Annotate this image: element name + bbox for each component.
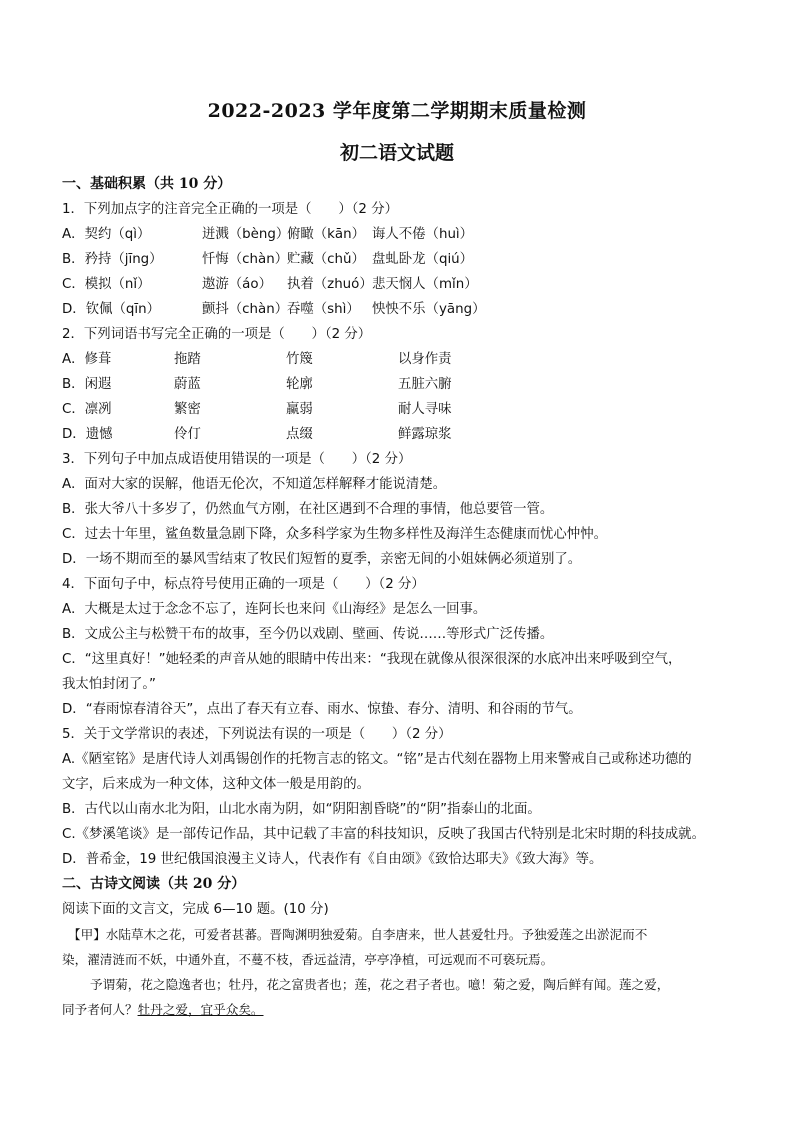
option-cell: A．修葺 — [62, 352, 112, 367]
option-cell: 悲天悯人（mǐn） — [372, 277, 478, 292]
option-row — [62, 247, 762, 272]
option-row — [62, 297, 762, 322]
option-line: C．“这里真好！”她轻柔的声音从她的眼睛中传出来：“我现在就像从很深很深的水底冲出来呼吸到空气， — [62, 652, 682, 667]
option-cell: 拖踏 — [174, 352, 201, 367]
option-line: B．张大爷八十多岁了，仍然血气方刚，在社区遇到不合理的事情，他总要管一管。 — [62, 502, 554, 517]
passage-line — [62, 997, 762, 1022]
option-cell: 以身作责 — [398, 352, 452, 367]
question-stem: 5．关于文学常识的表述，下列说法有误的一项是（ ）（2 分） — [62, 727, 452, 742]
option-cell: 盘虬卧龙（qiú） — [372, 252, 474, 267]
option-cell: 颤抖（chàn） — [202, 302, 289, 317]
option-cell: 遨游（áo） — [202, 277, 272, 292]
option-cell: 迸溅（bèng） — [202, 227, 290, 242]
option-cell: C．凛冽 — [62, 402, 112, 417]
option-cell: B．闲遐 — [62, 377, 112, 392]
exam-body — [62, 172, 762, 1022]
option-cell: 忏悔（chàn） — [202, 252, 289, 267]
passage-line: 予谓菊，花之隐逸者也；牡丹，花之富贵者也；莲，花之君子者也。噫！菊之爱，陶后鲜有闻。莲之爱， — [90, 977, 670, 992]
section-heading: 二、古诗文阅读（共 20 分） — [62, 876, 246, 892]
option-line: B．文成公主与松赞干布的故事，至今仍以戏剧、壁画、传说……等形式广泛传播。 — [62, 627, 554, 642]
underlined-sentence: 牡丹之爱，宜乎众矣。 — [137, 1002, 264, 1017]
reading-intro: 阅读下面的文言文，完成 6—10 题。(10 分) — [62, 902, 329, 917]
question-stem: 1．下列加点字的注音完全正确的一项是（ ）（2 分） — [62, 202, 398, 217]
option-line: C．过去十年里，鲨鱼数量急剧下降，众多科学家为生物多样性及海洋生态健康而忧心忡忡。 — [62, 527, 607, 542]
passage-text: 同予者何人？ — [62, 1002, 138, 1017]
option-cell: 点缀 — [286, 427, 313, 442]
option-cell: 繁密 — [174, 402, 201, 417]
option-line: 文字，后来成为一种文体，这种文体一般是用韵的。 — [62, 777, 370, 792]
option-cell: 轮廓 — [286, 377, 313, 392]
option-line: D．一场不期而至的暴风雪结束了牧民们短暂的夏季，亲密无间的小姐妹俩必须道别了。 — [62, 552, 582, 567]
option-line: B．古代以山南水北为阳，山北水南为阴，如“阴阳割昏晓”的“阴”指泰山的北面。 — [62, 802, 541, 817]
option-line: C.《梦溪笔谈》是一部传记作品，其中记载了丰富的科技知识，反映了我国古代特别是北宋时期的科技成就。 — [62, 827, 705, 842]
option-cell: 赢弱 — [286, 402, 313, 417]
option-line: A．面对大家的误解，他语无伦次，不知道怎样解释才能说清楚。 — [62, 477, 447, 492]
option-row — [62, 372, 762, 397]
option-cell: 吞噬（shì） — [287, 302, 360, 317]
option-line: D．普希金，19 世纪俄国浪漫主义诗人，代表作有《自由颂》《致恰达耶夫》《致大海》等。 — [62, 852, 603, 867]
question-stem: 3．下列句子中加点成语使用错误的一项是（ ）（2 分） — [62, 452, 412, 467]
option-cell: 五脏六腑 — [398, 377, 452, 392]
option-cell: 诲人不倦（huì） — [372, 227, 474, 242]
option-cell: 俯瞰（kān） — [287, 227, 366, 242]
option-row — [62, 347, 762, 372]
option-cell: 鲜露琼浆 — [398, 427, 452, 442]
option-cell: 竹篾 — [286, 352, 313, 367]
option-cell: A．契约（qì） — [62, 227, 151, 242]
option-cell: D．遗憾 — [62, 427, 113, 442]
option-cell: 蔚蓝 — [174, 377, 201, 392]
section-heading: 一、基础积累（共 10 分） — [62, 176, 232, 192]
option-cell: D．钦佩（qīn） — [62, 302, 160, 317]
option-line: A．大概是太过于念念不忘了，连阿长也来问《山海经》是怎么一回事。 — [62, 602, 487, 617]
option-cell: C．模拟（nǐ） — [62, 277, 151, 292]
option-line: A.《陋室铭》是唐代诗人刘禹锡创作的托物言志的铭文。“铭”是古代刻在器物上用来警戒自己或称述功德的 — [62, 752, 692, 767]
exam-title: 2022-2023 学年度第二学期期末质量检测 — [207, 100, 587, 122]
option-cell: 伶仃 — [174, 427, 201, 442]
question-stem: 4．下面句子中，标点符号使用正确的一项是（ ）（2 分） — [62, 577, 425, 592]
option-cell: B．矜持（jīng） — [62, 252, 163, 267]
exam-subtitle: 初二语文试题 — [339, 142, 454, 164]
option-row — [62, 272, 762, 297]
question-stem: 2．下列词语书写完全正确的一项是（ ）（2 分） — [62, 327, 372, 342]
passage-line: 【甲】水陆草木之花，可爱者甚蕃。晋陶渊明独爱菊。自李唐来，世人甚爱牡丹。予独爱莲之出淤泥而不 — [68, 927, 648, 942]
option-row — [62, 222, 762, 247]
option-line: D．“春雨惊春清谷天”，点出了春天有立春、雨水、惊蛰、春分、清明、和谷雨的节气。 — [62, 702, 582, 717]
option-cell: 耐人寻味 — [398, 402, 452, 417]
option-line: 我太怕封闭了。” — [62, 677, 156, 692]
option-cell: 执着（zhuó） — [287, 277, 373, 292]
option-cell: 贮藏（chǔ） — [287, 252, 365, 267]
option-row — [62, 397, 762, 422]
option-cell: 怏怏不乐（yāng） — [372, 302, 486, 317]
passage-line: 染，濯清涟而不妖，中通外直，不蔓不枝，香远益清，亭亭净植，可远观而不可亵玩焉。 — [62, 952, 554, 967]
option-row — [62, 422, 762, 447]
